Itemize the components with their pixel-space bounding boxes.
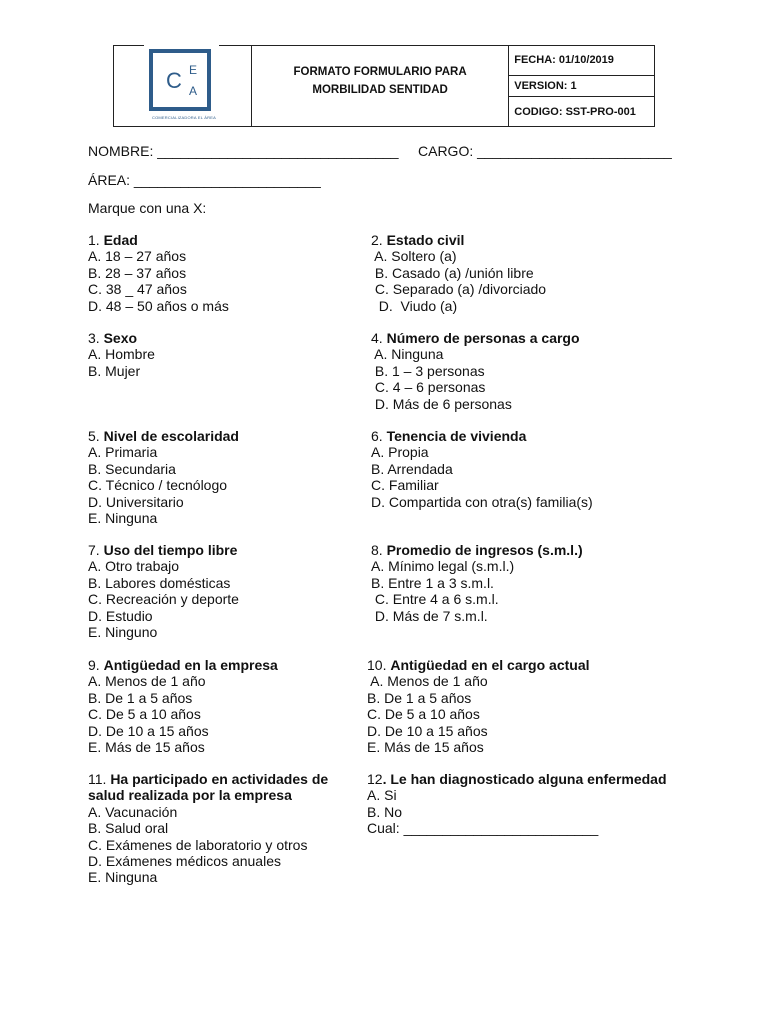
question-heading <box>88 542 368 558</box>
answer-option[interactable]: A. Mínimo legal (s.m.l.) <box>371 558 515 575</box>
question-10 <box>367 657 647 755</box>
question-heading <box>367 771 677 787</box>
question-heading <box>367 657 647 673</box>
fecha-cell: FECHA: 01/10/2019 <box>509 46 655 76</box>
question-heading <box>88 428 368 444</box>
question-number: 5. <box>88 428 104 444</box>
answer-option[interactable]: E. Ninguno <box>88 624 158 641</box>
answer-option[interactable]: B. De 1 a 5 años <box>88 689 193 706</box>
answer-option[interactable]: D. Compartida con otra(s) familia(s) <box>371 493 593 510</box>
answer-option[interactable]: A. Menos de 1 año <box>88 673 206 690</box>
answer-option[interactable]: B. 28 – 37 años <box>88 264 187 281</box>
answer-option[interactable]: C. Separado (a) /divorciado <box>371 281 547 298</box>
question-title: Antigüedad en la empresa <box>103 657 278 673</box>
question-11 <box>88 771 338 886</box>
question-heading <box>88 330 368 346</box>
answer-option[interactable]: B. 1 – 3 personas <box>371 362 485 379</box>
question-6 <box>371 428 651 510</box>
question-5 <box>88 428 368 526</box>
answer-option[interactable]: B. De 1 a 5 años <box>367 689 472 706</box>
answer-option[interactable]: A. Propia <box>371 444 429 461</box>
answer-option[interactable]: D. Universitario <box>88 493 184 510</box>
question-2 <box>371 232 651 314</box>
question-number: 1. <box>88 232 104 248</box>
form-title <box>251 46 508 127</box>
answer-option[interactable]: B. Salud oral <box>88 820 169 837</box>
answer-option[interactable]: B. Casado (a) /unión libre <box>371 264 534 281</box>
question-number: 12 <box>367 771 383 787</box>
question-heading <box>88 771 338 804</box>
answer-option[interactable]: C. Exámenes de laboratorio y otros <box>88 836 308 853</box>
question-heading <box>88 657 368 673</box>
nombre-field[interactable]: NOMBRE: _______________________________ <box>88 143 399 159</box>
question-title: Nivel de escolaridad <box>103 428 239 444</box>
answer-option[interactable]: A. Otro trabajo <box>88 558 180 575</box>
question-heading <box>371 232 651 248</box>
area-field[interactable]: ÁREA: ________________________ <box>88 172 321 188</box>
question-number: 8. <box>371 542 387 558</box>
question-12 <box>367 771 677 837</box>
question-number: 2. <box>371 232 387 248</box>
question-heading <box>371 542 651 558</box>
answer-option[interactable]: C. Familiar <box>371 477 439 494</box>
answer-option[interactable]: C. Recreación y deporte <box>88 591 239 608</box>
answer-option[interactable]: D. De 10 a 15 años <box>88 722 209 739</box>
question-heading <box>88 232 368 248</box>
form-header-table <box>113 45 655 127</box>
answer-option[interactable]: C. De 5 a 10 años <box>367 706 480 723</box>
question-title: Ha participado en actividades de salud realizada por la empresa <box>88 771 329 804</box>
answer-option[interactable]: D. Exámenes médicos anuales <box>88 853 281 870</box>
answer-option[interactable]: A. Vacunación <box>88 803 178 820</box>
question-heading <box>371 428 651 444</box>
answer-option[interactable]: D. 48 – 50 años o más <box>88 297 229 314</box>
answer-option[interactable]: C. Entre 4 a 6 s.m.l. <box>371 591 499 608</box>
question-9 <box>88 657 368 755</box>
answer-option[interactable]: E. Más de 15 años <box>367 739 484 756</box>
question-number: 7. <box>88 542 104 558</box>
answer-option[interactable]: B. No <box>367 803 403 820</box>
answer-option[interactable]: E. Más de 15 años <box>88 739 205 756</box>
logo-letter-e: E <box>189 62 198 77</box>
question-title: Promedio de ingresos (s.m.l.) <box>386 542 583 558</box>
instruction-text: Marque con una X: <box>88 200 207 216</box>
question-3 <box>88 330 368 379</box>
question-number: 9. <box>88 657 104 673</box>
answer-option[interactable]: A. Primaria <box>88 444 158 461</box>
answer-option[interactable]: A. Hombre <box>88 346 155 363</box>
answer-option[interactable]: C. 4 – 6 personas <box>371 379 486 396</box>
question-title: Tenencia de vivienda <box>386 428 527 444</box>
answer-option[interactable]: B. Labores domésticas <box>88 574 231 591</box>
question-title: Número de personas a cargo <box>386 330 580 346</box>
question-title: Edad <box>103 232 138 248</box>
question-8 <box>371 542 651 624</box>
question-4 <box>371 330 651 412</box>
answer-option[interactable]: E. Ninguna <box>88 510 158 527</box>
answer-option[interactable]: D. Más de 6 personas <box>371 395 512 412</box>
answer-option[interactable]: E. Ninguna <box>88 869 158 886</box>
answer-option[interactable]: D. Más de 7 s.m.l. <box>371 607 488 624</box>
question-1 <box>88 232 368 314</box>
answer-option[interactable]: A. Menos de 1 año <box>367 673 488 690</box>
version-cell: VERSION: 1 <box>509 75 655 96</box>
question-number: 3. <box>88 330 104 346</box>
logo-caption: COMERCIALIZADORA EL ÁREA <box>152 114 216 120</box>
question-title: Antigüedad en el cargo actual <box>390 657 590 673</box>
answer-option[interactable]: A. 18 – 27 años <box>88 248 187 265</box>
answer-option[interactable]: A. Si <box>367 787 397 804</box>
logo-cell <box>114 46 252 127</box>
answer-option[interactable]: C. Técnico / tecnólogo <box>88 477 228 494</box>
question-7 <box>88 542 368 640</box>
logo-letter-c: C <box>166 67 182 93</box>
answer-option[interactable]: B. Arrendada <box>371 460 453 477</box>
form-title-line2: MORBILIDAD SENTIDAD <box>312 84 448 96</box>
answer-option[interactable]: C. 38 _ 47 años <box>88 281 187 298</box>
cargo-field[interactable]: CARGO: _________________________ <box>418 143 672 159</box>
question-title: Estado civil <box>386 232 465 248</box>
question-title: Sexo <box>103 330 138 346</box>
question-number: 6. <box>371 428 387 444</box>
company-logo <box>149 49 211 111</box>
question-number: 11. <box>88 771 111 787</box>
question-number: 10. <box>367 657 391 673</box>
answer-option[interactable]: A. Ninguna <box>371 346 444 363</box>
logo-letter-a: A <box>189 83 198 98</box>
answer-option[interactable]: A. Soltero (a) <box>371 248 457 265</box>
answer-option[interactable]: Cual: _________________________ <box>367 820 599 837</box>
answer-option[interactable]: D. De 10 a 15 años <box>367 722 488 739</box>
question-number: 4. <box>371 330 387 346</box>
answer-option[interactable]: D. Estudio <box>88 607 153 624</box>
question-title: Uso del tiempo libre <box>103 542 238 558</box>
question-title: . Le han diagnosticado alguna enfermedad <box>382 771 667 787</box>
codigo-cell: CODIGO: SST-PRO-001 <box>509 97 655 127</box>
form-title-line1: FORMATO FORMULARIO PARA <box>293 66 467 78</box>
answer-option[interactable]: B. Mujer <box>88 362 141 379</box>
answer-option[interactable]: B. Entre 1 a 3 s.m.l. <box>371 574 494 591</box>
answer-option[interactable]: C. De 5 a 10 años <box>88 706 201 723</box>
question-heading <box>371 330 651 346</box>
answer-option[interactable]: D. Viudo (a) <box>371 297 458 314</box>
answer-option[interactable]: B. Secundaria <box>88 460 176 477</box>
